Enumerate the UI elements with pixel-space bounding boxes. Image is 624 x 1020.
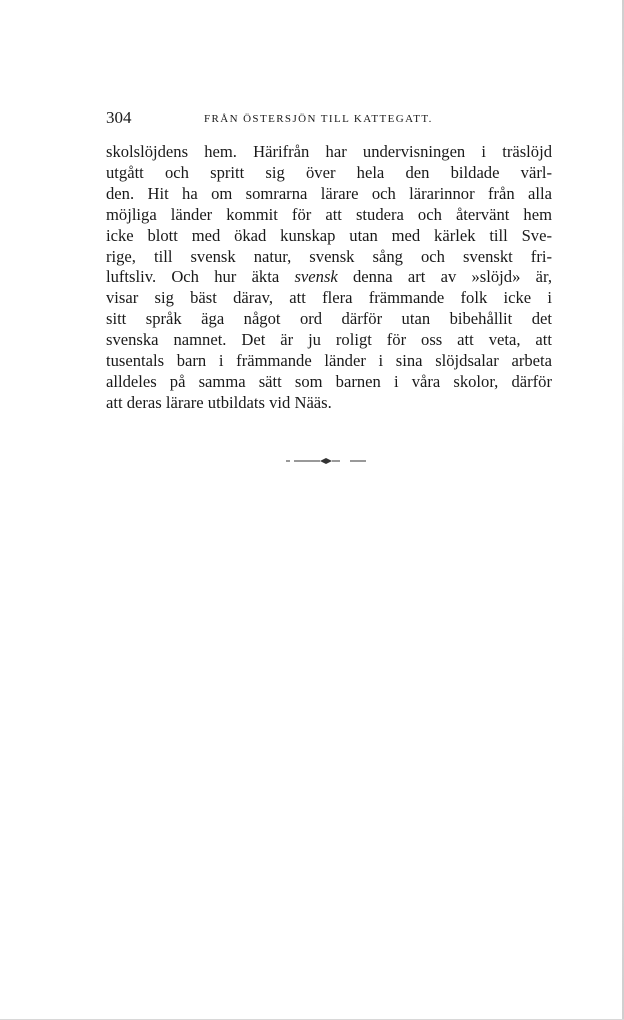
ornament-diamond [320,458,332,464]
text-line: rige, till svensk natur, svensk sång och svenskt fri- [106,246,552,266]
page-number: 304 [106,108,132,127]
text-line: alldeles på samma sätt som barnen i våra skolor, därför [106,371,552,391]
text-line: tusentals barn i främmande länder i sina slöjdsalar arbeta [106,351,552,371]
text-line: möjliga länder kommit för att studera och återvänt hem [106,204,552,224]
text-fragment: luftsliv. Och hur äkta [106,267,295,287]
text-line: skolslöjdens hem. Härifrån har undervisningen i träslöjd [106,142,552,161]
text-line: sitt språk äga något ord därför utan bibehållit det [106,309,552,329]
text-line: att deras lärare utbildats vid Nääs. [106,392,332,412]
body-paragraph [106,142,552,414]
running-title: FRÅN ÖSTERSJÖN TILL KATTEGATT. [204,113,433,125]
text-line [106,267,552,288]
text-line: icke blott med ökad kunskap utan med kärlek till Sve- [106,225,552,245]
section-end-ornament-icon [286,456,370,466]
text-fragment: denna art av »slöjd» är, [337,267,552,287]
text-line: svenska namnet. Det är ju roligt för oss att veta, att [106,330,552,350]
emphasized-word: svensk [294,267,338,287]
text-line: den. Hit ha om somrarna lärare och lärarinnor från alla [106,183,552,203]
page-header [106,108,552,128]
text-line: utgått och spritt sig över hela den bildade värl- [106,162,552,182]
text-line: visar sig bäst därav, att flera främmande folk icke i [106,288,552,308]
